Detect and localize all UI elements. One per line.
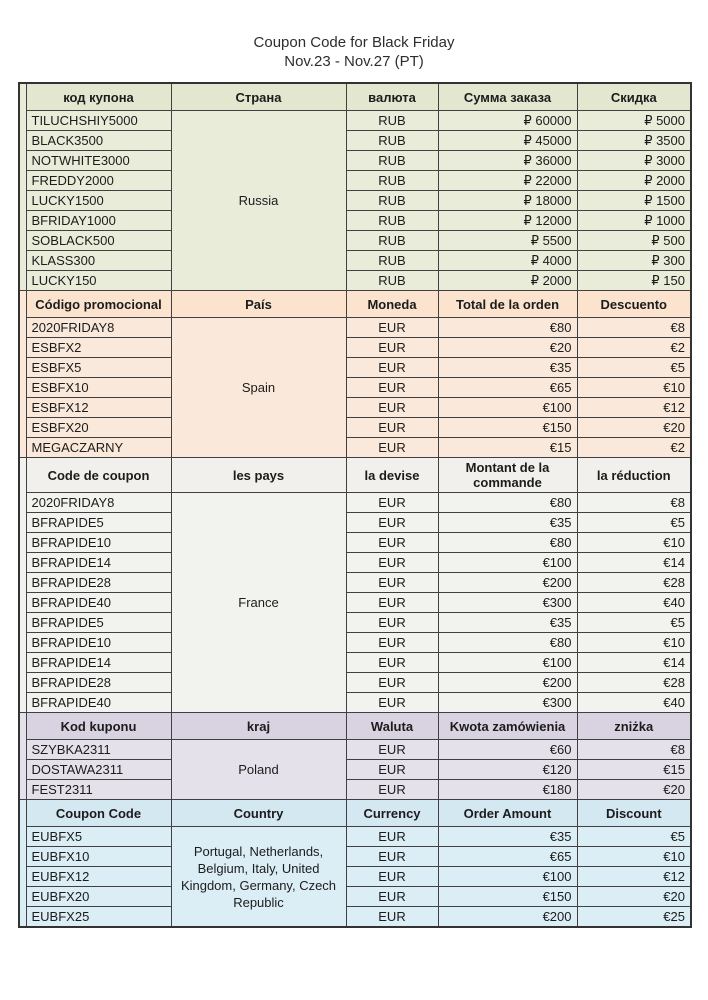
discount-cell: €20 xyxy=(577,887,691,907)
order-amount-cell: ₽ 60000 xyxy=(438,111,577,131)
currency-cell: EUR xyxy=(346,693,438,713)
table-row xyxy=(19,418,691,438)
col-header-country: Country xyxy=(171,800,346,827)
currency-cell: EUR xyxy=(346,867,438,887)
col-header-currency: Currency xyxy=(346,800,438,827)
currency-cell: EUR xyxy=(346,338,438,358)
currency-cell: EUR xyxy=(346,573,438,593)
section-header-row-spain xyxy=(19,291,691,318)
currency-cell: EUR xyxy=(346,827,438,847)
coupon-code-cell: DOSTAWA2311 xyxy=(26,760,171,780)
section-header-row-france xyxy=(19,458,691,493)
table-row xyxy=(19,378,691,398)
coupon-code-cell: BFRAPIDE40 xyxy=(26,593,171,613)
coupon-code-cell: BFRAPIDE14 xyxy=(26,553,171,573)
table-row xyxy=(19,673,691,693)
coupon-code-cell: BFRAPIDE28 xyxy=(26,673,171,693)
order-amount-cell: ₽ 45000 xyxy=(438,131,577,151)
country-cell: Portugal, Netherlands, Belgium, Italy, United Kingdom, Germany, Czech Republic xyxy=(171,827,346,928)
currency-cell: EUR xyxy=(346,418,438,438)
coupon-code-cell: BFRAPIDE40 xyxy=(26,693,171,713)
currency-cell: EUR xyxy=(346,513,438,533)
table-row xyxy=(19,780,691,800)
col-header-discount: Скидка xyxy=(577,83,691,111)
table-row xyxy=(19,231,691,251)
coupon-code-cell: KLASS300 xyxy=(26,251,171,271)
discount-cell: €10 xyxy=(577,533,691,553)
col-header-coupon-code: Code de coupon xyxy=(26,458,171,493)
coupon-code-cell: EUBFX25 xyxy=(26,907,171,928)
col-header-coupon-code: код купона xyxy=(26,83,171,111)
table-row xyxy=(19,271,691,291)
currency-cell: EUR xyxy=(346,633,438,653)
col-header-country: kraj xyxy=(171,713,346,740)
discount-cell: €28 xyxy=(577,573,691,593)
currency-cell: EUR xyxy=(346,398,438,418)
currency-cell: EUR xyxy=(346,760,438,780)
table-row xyxy=(19,438,691,458)
discount-cell: €8 xyxy=(577,740,691,760)
order-amount-cell: €120 xyxy=(438,760,577,780)
discount-cell: €10 xyxy=(577,378,691,398)
order-amount-cell: €300 xyxy=(438,593,577,613)
table-row xyxy=(19,251,691,271)
coupon-code-cell: BFRAPIDE10 xyxy=(26,633,171,653)
col-header-order-amount: Kwota zamówienia xyxy=(438,713,577,740)
currency-cell: EUR xyxy=(346,533,438,553)
coupon-code-cell: FEST2311 xyxy=(26,780,171,800)
col-header-order-amount: Montant de la commande xyxy=(438,458,577,493)
coupon-code-cell: ESBFX5 xyxy=(26,358,171,378)
currency-cell: EUR xyxy=(346,378,438,398)
col-header-currency: валюта xyxy=(346,83,438,111)
discount-cell: ₽ 2000 xyxy=(577,171,691,191)
order-amount-cell: €200 xyxy=(438,907,577,928)
table-row xyxy=(19,593,691,613)
coupon-code-cell: FREDDY2000 xyxy=(26,171,171,191)
coupon-code-cell: EUBFX20 xyxy=(26,887,171,907)
table-row xyxy=(19,760,691,780)
discount-cell: ₽ 1500 xyxy=(577,191,691,211)
table-row xyxy=(19,633,691,653)
currency-cell: EUR xyxy=(346,358,438,378)
discount-cell: €10 xyxy=(577,847,691,867)
currency-cell: RUB xyxy=(346,211,438,231)
discount-cell: ₽ 500 xyxy=(577,231,691,251)
coupon-code-cell: EUBFX12 xyxy=(26,867,171,887)
page-title xyxy=(0,0,708,71)
order-amount-cell: €100 xyxy=(438,653,577,673)
discount-cell: €2 xyxy=(577,338,691,358)
col-header-currency: la devise xyxy=(346,458,438,493)
title-line-1: Coupon Code for Black Friday xyxy=(253,34,455,51)
order-amount-cell: €80 xyxy=(438,533,577,553)
order-amount-cell: €35 xyxy=(438,513,577,533)
coupon-code-cell: SZYBKA2311 xyxy=(26,740,171,760)
col-header-currency: Waluta xyxy=(346,713,438,740)
currency-cell: RUB xyxy=(346,251,438,271)
order-amount-cell: ₽ 2000 xyxy=(438,271,577,291)
order-amount-cell: €150 xyxy=(438,418,577,438)
table-row xyxy=(19,131,691,151)
col-header-coupon-code: Coupon Code xyxy=(26,800,171,827)
coupon-code-cell: ESBFX10 xyxy=(26,378,171,398)
country-cell: Russia xyxy=(171,111,346,291)
order-amount-cell: €65 xyxy=(438,847,577,867)
discount-cell: €5 xyxy=(577,827,691,847)
order-amount-cell: €35 xyxy=(438,613,577,633)
discount-cell: €20 xyxy=(577,418,691,438)
table-row xyxy=(19,573,691,593)
coupon-code-cell: BFRIDAY1000 xyxy=(26,211,171,231)
col-header-country: les pays xyxy=(171,458,346,493)
col-header-discount: Discount xyxy=(577,800,691,827)
order-amount-cell: €15 xyxy=(438,438,577,458)
table-row xyxy=(19,111,691,131)
discount-cell: €8 xyxy=(577,493,691,513)
discount-cell: €14 xyxy=(577,653,691,673)
discount-cell: ₽ 1000 xyxy=(577,211,691,231)
col-header-order-amount: Сумма заказа xyxy=(438,83,577,111)
table-row xyxy=(19,211,691,231)
discount-cell: €5 xyxy=(577,358,691,378)
order-amount-cell: ₽ 36000 xyxy=(438,151,577,171)
order-amount-cell: €80 xyxy=(438,493,577,513)
col-header-coupon-code: Código promocional xyxy=(26,291,171,318)
table-row xyxy=(19,887,691,907)
col-header-currency: Moneda xyxy=(346,291,438,318)
order-amount-cell: €60 xyxy=(438,740,577,760)
table-row xyxy=(19,513,691,533)
order-amount-cell: €180 xyxy=(438,780,577,800)
discount-cell: €12 xyxy=(577,398,691,418)
coupon-code-cell: BFRAPIDE28 xyxy=(26,573,171,593)
section-gutter xyxy=(19,713,26,800)
table-row xyxy=(19,151,691,171)
table-row xyxy=(19,358,691,378)
currency-cell: EUR xyxy=(346,593,438,613)
table-row xyxy=(19,171,691,191)
discount-cell: ₽ 300 xyxy=(577,251,691,271)
coupon-code-cell: EUBFX5 xyxy=(26,827,171,847)
discount-cell: €2 xyxy=(577,438,691,458)
section-gutter xyxy=(19,458,26,713)
table-row xyxy=(19,827,691,847)
table-row xyxy=(19,907,691,928)
currency-cell: EUR xyxy=(346,740,438,760)
order-amount-cell: €200 xyxy=(438,673,577,693)
coupon-code-cell: 2020FRIDAY8 xyxy=(26,318,171,338)
coupon-code-cell: MEGACZARNY xyxy=(26,438,171,458)
currency-cell: EUR xyxy=(346,847,438,867)
coupon-code-cell: TILUCHSHIY5000 xyxy=(26,111,171,131)
order-amount-cell: €300 xyxy=(438,693,577,713)
currency-cell: RUB xyxy=(346,131,438,151)
currency-cell: RUB xyxy=(346,151,438,171)
table-row xyxy=(19,318,691,338)
coupon-code-cell: BFRAPIDE10 xyxy=(26,533,171,553)
coupon-code-cell: BLACK3500 xyxy=(26,131,171,151)
table-row xyxy=(19,338,691,358)
discount-cell: €25 xyxy=(577,907,691,928)
coupon-code-cell: NOTWHITE3000 xyxy=(26,151,171,171)
order-amount-cell: €200 xyxy=(438,573,577,593)
currency-cell: EUR xyxy=(346,438,438,458)
discount-cell: €40 xyxy=(577,593,691,613)
currency-cell: EUR xyxy=(346,887,438,907)
table-row xyxy=(19,191,691,211)
table-row xyxy=(19,398,691,418)
coupon-code-cell: EUBFX10 xyxy=(26,847,171,867)
currency-cell: RUB xyxy=(346,231,438,251)
order-amount-cell: €35 xyxy=(438,358,577,378)
table-row xyxy=(19,740,691,760)
currency-cell: RUB xyxy=(346,271,438,291)
coupon-code-cell: SOBLACK500 xyxy=(26,231,171,251)
section-header-row-poland xyxy=(19,713,691,740)
coupon-code-cell: ESBFX2 xyxy=(26,338,171,358)
col-header-order-amount: Total de la orden xyxy=(438,291,577,318)
table-row xyxy=(19,533,691,553)
order-amount-cell: €150 xyxy=(438,887,577,907)
coupon-code-cell: ESBFX12 xyxy=(26,398,171,418)
discount-cell: €12 xyxy=(577,867,691,887)
currency-cell: RUB xyxy=(346,191,438,211)
col-header-country: Страна xyxy=(171,83,346,111)
order-amount-cell: €80 xyxy=(438,633,577,653)
order-amount-cell: €100 xyxy=(438,867,577,887)
coupon-table-body xyxy=(19,83,691,927)
discount-cell: ₽ 3000 xyxy=(577,151,691,171)
col-header-discount: zniżka xyxy=(577,713,691,740)
discount-cell: €28 xyxy=(577,673,691,693)
order-amount-cell: ₽ 22000 xyxy=(438,171,577,191)
section-gutter xyxy=(19,800,26,928)
currency-cell: EUR xyxy=(346,780,438,800)
table-row xyxy=(19,493,691,513)
section-header-row-russia xyxy=(19,83,691,111)
order-amount-cell: €65 xyxy=(438,378,577,398)
section-gutter xyxy=(19,291,26,458)
order-amount-cell: ₽ 4000 xyxy=(438,251,577,271)
order-amount-cell: ₽ 18000 xyxy=(438,191,577,211)
discount-cell: ₽ 3500 xyxy=(577,131,691,151)
discount-cell: €8 xyxy=(577,318,691,338)
order-amount-cell: €80 xyxy=(438,318,577,338)
table-row xyxy=(19,847,691,867)
currency-cell: EUR xyxy=(346,613,438,633)
col-header-coupon-code: Kod kuponu xyxy=(26,713,171,740)
table-row xyxy=(19,613,691,633)
col-header-discount: la réduction xyxy=(577,458,691,493)
discount-cell: ₽ 150 xyxy=(577,271,691,291)
order-amount-cell: €100 xyxy=(438,398,577,418)
discount-cell: €40 xyxy=(577,693,691,713)
coupon-code-cell: BFRAPIDE5 xyxy=(26,513,171,533)
col-header-discount: Descuento xyxy=(577,291,691,318)
coupon-table xyxy=(18,82,692,928)
discount-cell: €20 xyxy=(577,780,691,800)
col-header-country: País xyxy=(171,291,346,318)
currency-cell: EUR xyxy=(346,553,438,573)
order-amount-cell: €100 xyxy=(438,553,577,573)
currency-cell: EUR xyxy=(346,493,438,513)
coupon-code-cell: BFRAPIDE14 xyxy=(26,653,171,673)
section-header-row-international xyxy=(19,800,691,827)
currency-cell: RUB xyxy=(346,111,438,131)
discount-cell: €14 xyxy=(577,553,691,573)
order-amount-cell: ₽ 5500 xyxy=(438,231,577,251)
country-cell: France xyxy=(171,493,346,713)
discount-cell: €5 xyxy=(577,513,691,533)
table-row xyxy=(19,553,691,573)
title-line-2: Nov.23 - Nov.27 (PT) xyxy=(284,53,424,70)
currency-cell: EUR xyxy=(346,653,438,673)
currency-cell: EUR xyxy=(346,907,438,928)
section-gutter xyxy=(19,83,26,291)
order-amount-cell: €35 xyxy=(438,827,577,847)
discount-cell: €5 xyxy=(577,613,691,633)
currency-cell: EUR xyxy=(346,673,438,693)
coupon-code-cell: LUCKY1500 xyxy=(26,191,171,211)
currency-cell: EUR xyxy=(346,318,438,338)
coupon-code-cell: BFRAPIDE5 xyxy=(26,613,171,633)
discount-cell: ₽ 5000 xyxy=(577,111,691,131)
table-row xyxy=(19,867,691,887)
table-row xyxy=(19,653,691,673)
country-cell: Poland xyxy=(171,740,346,800)
order-amount-cell: ₽ 12000 xyxy=(438,211,577,231)
discount-cell: €10 xyxy=(577,633,691,653)
coupon-code-cell: 2020FRIDAY8 xyxy=(26,493,171,513)
table-row xyxy=(19,693,691,713)
currency-cell: RUB xyxy=(346,171,438,191)
coupon-code-cell: ESBFX20 xyxy=(26,418,171,438)
col-header-order-amount: Order Amount xyxy=(438,800,577,827)
country-cell: Spain xyxy=(171,318,346,458)
discount-cell: €15 xyxy=(577,760,691,780)
coupon-code-cell: LUCKY150 xyxy=(26,271,171,291)
order-amount-cell: €20 xyxy=(438,338,577,358)
